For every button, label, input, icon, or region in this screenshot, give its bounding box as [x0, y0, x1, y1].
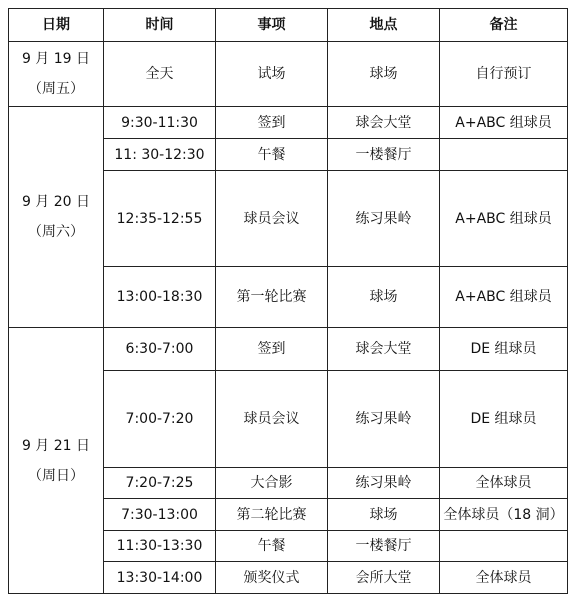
header-note: 备注: [440, 9, 568, 42]
place-cell: 练习果岭: [328, 468, 440, 499]
place-cell: 练习果岭: [328, 171, 440, 267]
note-cell: 全体球员: [440, 468, 568, 499]
date-cell: [9, 42, 104, 107]
note-cell: 自行预订: [440, 42, 568, 107]
place-cell: 会所大堂: [328, 562, 440, 594]
date-cell: [9, 328, 104, 594]
place-cell: 球场: [328, 499, 440, 531]
note-cell: 全体球员: [440, 562, 568, 594]
item-cell: 午餐: [216, 139, 328, 171]
time-cell: 7:20-7:25: [104, 468, 216, 499]
item-cell: 签到: [216, 328, 328, 371]
note-cell: [440, 139, 568, 171]
schedule-table: [8, 8, 568, 594]
note-cell: [440, 531, 568, 562]
place-cell: 球场: [328, 42, 440, 107]
table-row: [9, 328, 568, 371]
time-cell: 全天: [104, 42, 216, 107]
header-date: 日期: [9, 9, 104, 42]
item-cell: 大合影: [216, 468, 328, 499]
note-cell: DE 组球员: [440, 328, 568, 371]
header-row: [9, 9, 568, 42]
time-cell: 11: 30-12:30: [104, 139, 216, 171]
time-cell: 9:30-11:30: [104, 107, 216, 139]
date-cell: [9, 107, 104, 328]
weekday-label: （周五）: [28, 81, 84, 97]
table-row: [9, 42, 568, 107]
weekday-label: （周六）: [28, 224, 84, 240]
place-cell: 球会大堂: [328, 328, 440, 371]
note-cell: 全体球员（18 洞）: [440, 499, 568, 531]
place-cell: 一楼餐厅: [328, 139, 440, 171]
time-cell: 11:30-13:30: [104, 531, 216, 562]
note-cell: A+ABC 组球员: [440, 171, 568, 267]
place-cell: 球场: [328, 267, 440, 328]
item-cell: 球员会议: [216, 371, 328, 468]
item-cell: 试场: [216, 42, 328, 107]
item-cell: 午餐: [216, 531, 328, 562]
table-row: [9, 107, 568, 139]
date-label: 9 月 19 日: [21, 51, 91, 67]
item-cell: 第二轮比赛: [216, 499, 328, 531]
time-cell: 7:30-13:00: [104, 499, 216, 531]
item-cell: 第一轮比赛: [216, 267, 328, 328]
header-time: 时间: [104, 9, 216, 42]
item-cell: 颁奖仪式: [216, 562, 328, 594]
time-cell: 7:00-7:20: [104, 371, 216, 468]
item-cell: 签到: [216, 107, 328, 139]
place-cell: 练习果岭: [328, 371, 440, 468]
time-cell: 6:30-7:00: [104, 328, 216, 371]
header-place: 地点: [328, 9, 440, 42]
time-cell: 13:30-14:00: [104, 562, 216, 594]
place-cell: 一楼餐厅: [328, 531, 440, 562]
time-cell: 12:35-12:55: [104, 171, 216, 267]
header-item: 事项: [216, 9, 328, 42]
place-cell: 球会大堂: [328, 107, 440, 139]
note-cell: A+ABC 组球员: [440, 267, 568, 328]
time-cell: 13:00-18:30: [104, 267, 216, 328]
weekday-label: （周日）: [28, 467, 84, 484]
item-cell: 球员会议: [216, 171, 328, 267]
date-label: 9 月 21 日: [21, 437, 91, 454]
date-label: 9 月 20 日: [21, 194, 91, 210]
note-cell: DE 组球员: [440, 371, 568, 468]
note-cell: A+ABC 组球员: [440, 107, 568, 139]
